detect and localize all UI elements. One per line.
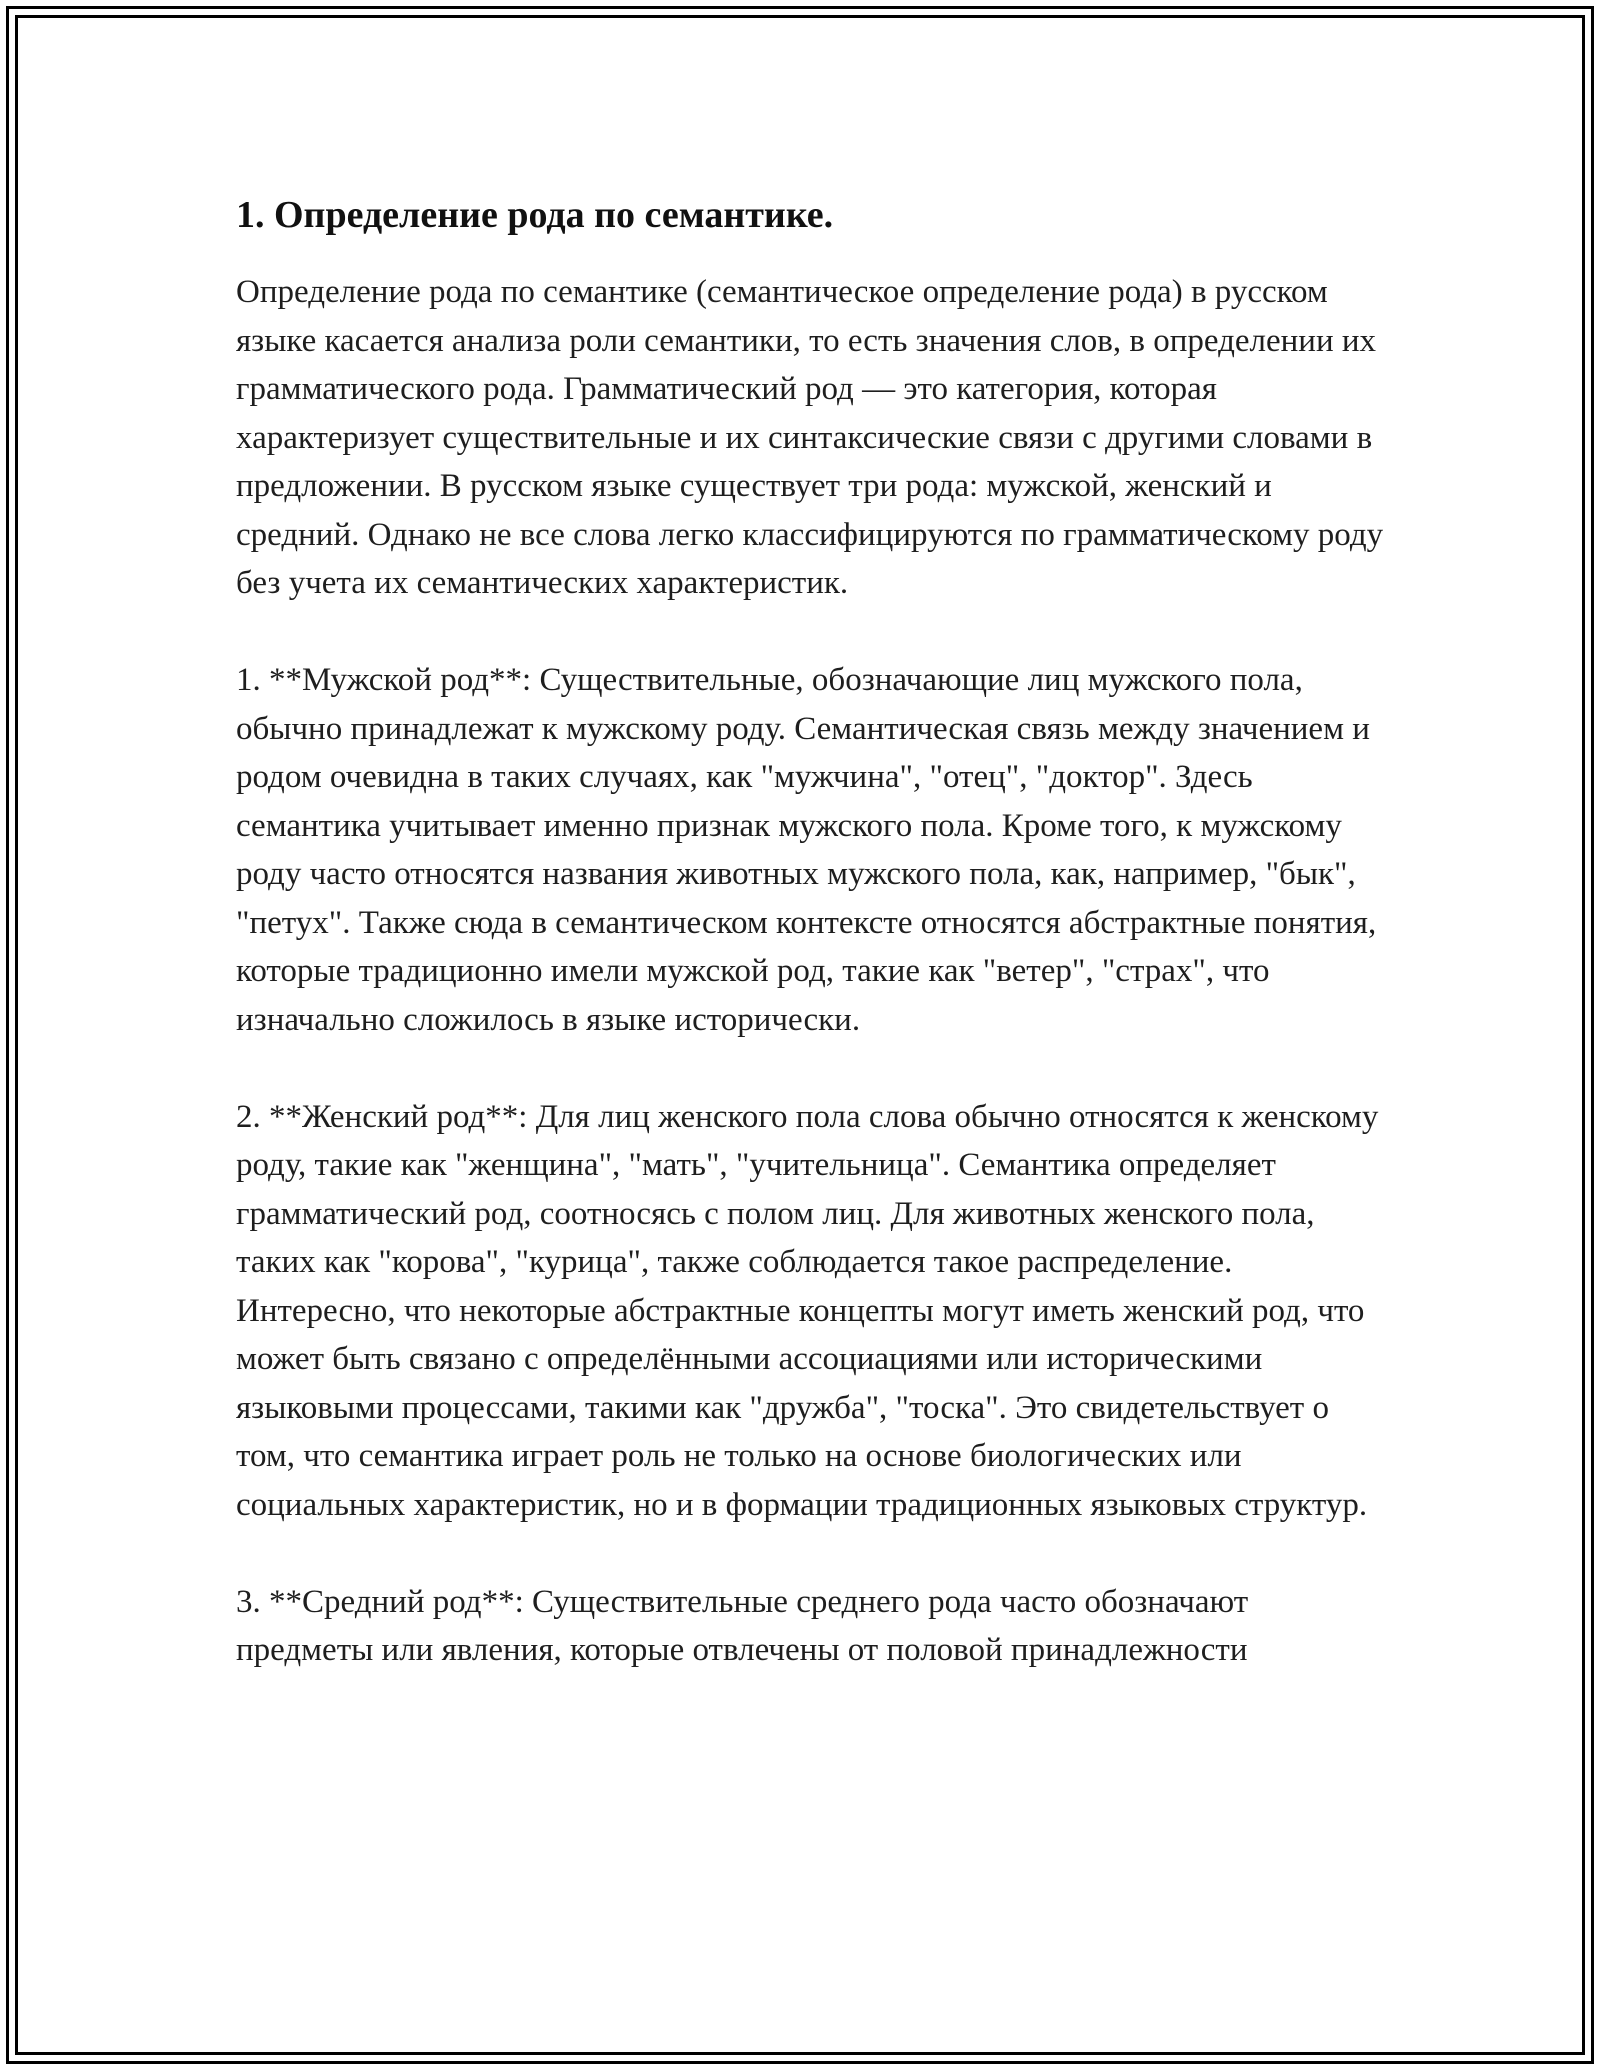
intro-paragraph: Определение рода по семантике (семантическое определение рода) в русском языке касается анализа роли семантики, то есть значения слов, в определении их грамматического рода. Грамматический род — это категория, которая характеризует существительные и их синтаксические связи с другими словами в предложении. В русском языке существует три рода: мужской, женский и средний. Однако не все слова легко классифицируются по грамматическому роду без учета их семантических характеристик.: [236, 274, 1384, 601]
neuter-gender-paragraph: 3. **Средний род**: Существительные среднего рода часто обозначают предметы или явления, которые отвлечены от половой принадлежности: [236, 1583, 1249, 1668]
feminine-gender-paragraph: 2. **Женский род**: Для лиц женского пола слова обычно относятся к женскому роду, такие как "женщина", "мать", "учительница". Семантика определяет грамматический род, соотносясь с полом лиц. Для животных женского пола, таких как "корова", "курица", также соблюдается такое распределение. Интересно, что некоторые абстрактные концепты могут иметь женский род, что может быть связано с определёнными ассоциациями или историческими языковыми процессами, такими как "дружба", "тоска". Это свидетельствует о том, что семантика играет роль не только на основе биологических или социальных характеристик, но и в формации традиционных языковых структур.: [236, 1098, 1379, 1523]
document-title: 1. Определение рода по семантике.: [236, 194, 834, 236]
title-spacing: [236, 246, 1391, 268]
paragraph-spacing: [236, 1044, 1391, 1093]
masculine-gender-paragraph: 1. **Мужской род**: Существительные, обозначающие лиц мужского пола, обычно принадлежат к мужскому роду. Семантическая связь между значением и родом очевидна в таких случаях, как "мужчина", "отец", "доктор". Здесь семантика учитывает именно признак мужского пола. Кроме того, к мужскому роду часто относятся названия животных мужского пола, как, например, "бык", "петух". Также сюда в семантическом контексте относятся абстрактные понятия, которые традиционно имели мужской род, такие как "ветер", "страх", что изначально сложилось в языке исторически.: [236, 662, 1377, 1038]
document-body: [236, 184, 1391, 1675]
paragraph-spacing: [236, 608, 1391, 657]
paragraph-spacing: [236, 1529, 1391, 1578]
